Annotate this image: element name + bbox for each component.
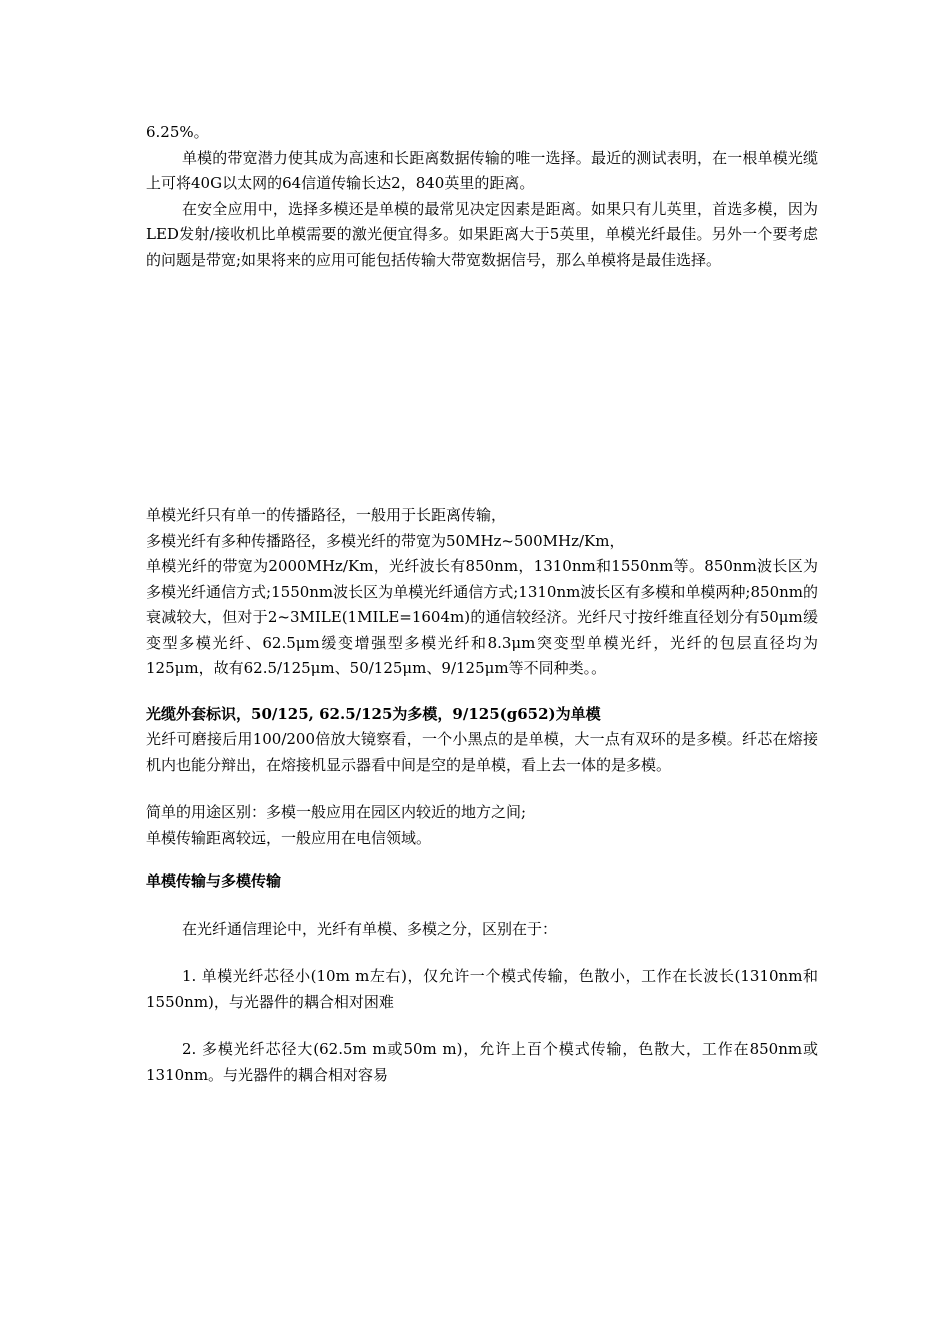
list-item-multimode: 2. 多模光纤芯径大(62.5m m或50m m)，允许上百个模式传输，色散大，工作在850nm或1310nm。与光器件的耦合相对容易 <box>146 1040 818 1084</box>
paragraph-singlemode-bandwidth: 单模的带宽潜力使其成为高速和长距离数据传输的唯一选择。最近的测试表明，在一根单模光缆上可将40G以太网的64信道传输长达2，840英里的距离。 <box>146 148 818 192</box>
paragraph-multimode-path: 多模光纤有多种传播路径，多模光纤的带宽为50MHz~500MHz/Km， <box>146 531 625 550</box>
paragraph-singlemode-path: 单模光纤只有单一的传播路径，一般用于长距离传输， <box>146 506 507 524</box>
paragraph-usage-multimode: 简单的用途区别：多模一般应用在园区内较近的地方之间; <box>146 803 527 821</box>
document-page <box>146 120 818 1088</box>
heading-cable-marking: 光缆外套标识，50/125, 62.5/125为多模，9/125(g652)为单模 <box>146 704 601 723</box>
list-item-singlemode: 1. 单模光纤芯径小(10m m左右)，仅允许一个模式传输，色散小，工作在长波长(1310nm和1550nm)，与光器件的耦合相对困难 <box>146 967 818 1011</box>
paragraph-magnifier-inspection: 光纤可磨接后用100/200倍放大镜察看，一个小黑点的是单模，大一点有双环的是多模。纤芯在熔接机内也能分辩出，在熔接机显示器看中间是空的是单模，看上去一体的是多模。 <box>146 730 818 774</box>
paragraph-theory-intro: 在光纤通信理论中，光纤有单模、多模之分，区别在于： <box>182 919 558 938</box>
heading-transmission: 单模传输与多模传输 <box>146 872 282 890</box>
blank-space <box>146 273 818 503</box>
paragraph-security-applications: 在安全应用中，选择多模还是单模的最常见决定因素是距离。如果只有儿英里，首选多模，因为LED发射/接收机比单模需要的激光便宜得多。如果距离大于5英里，单模光纤最佳。另外一个要考虑的问题是带宽;如果将来的应用可能包括传输大带宽数据信号，那么单模将是最佳选择。 <box>146 199 818 269</box>
paragraph-wavelength-details: 单模光纤的带宽为2000MHz/Km，光纤波长有850nm，1310nm和1550nm等。850nm波长区为多模光纤通信方式;1550nm波长区为单模光纤通信方式;1310nm波长区有多模和单模两种;850nm的衰减较大，但对于2~3MILE(1MILE=1604m)的通信较经济。光纤尺寸按纤维直径划分有50μm缓变型多模光纤、62.5μm缓变增强型多模光纤和8.3μm突变型单模光纤，光纤的包层直径均为125μm，故有62.5/125μm、50/125μm、9/125μm等不同种类。。 <box>146 557 818 677</box>
paragraph-usage-singlemode: 单模传输距离较远，一般应用在电信领域。 <box>146 828 432 847</box>
paragraph-percent: 6.25%。 <box>146 123 209 141</box>
